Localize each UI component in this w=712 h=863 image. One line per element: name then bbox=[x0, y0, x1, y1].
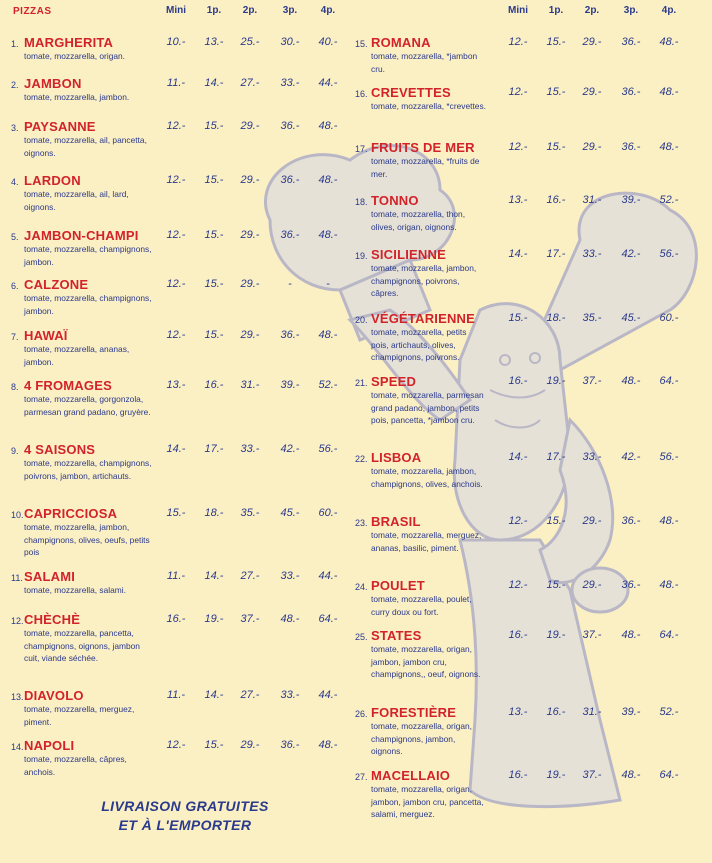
pizza-number: 19. bbox=[355, 251, 368, 261]
price-3p: 39.- bbox=[621, 706, 641, 718]
price-1p: 18.- bbox=[204, 507, 224, 519]
price-4p: 64.- bbox=[318, 613, 338, 625]
pizza-name: BRASIL bbox=[371, 514, 421, 529]
price-3p: 45.- bbox=[621, 312, 641, 324]
price-1p: 19.- bbox=[546, 769, 566, 781]
pizza-number: 20. bbox=[355, 315, 368, 325]
pizza-name: LISBOA bbox=[371, 450, 422, 465]
price-mini: 12.- bbox=[166, 174, 186, 186]
price-1p: 15.- bbox=[204, 739, 224, 751]
price-3p: 39.- bbox=[621, 194, 641, 206]
pizza-name: SICILIENNE bbox=[371, 247, 446, 262]
price-2p: 37.- bbox=[582, 769, 602, 781]
price-mini: 12.- bbox=[166, 329, 186, 341]
price-2p: 29.- bbox=[240, 739, 260, 751]
price-4p: 48.- bbox=[659, 86, 679, 98]
price-2p: 29.- bbox=[582, 579, 602, 591]
pizza-ingredients: tomate, mozzarella, origan, champignons, jambon, oignons. bbox=[371, 721, 473, 756]
price-4p: 52.- bbox=[659, 706, 679, 718]
pizza-name: NAPOLI bbox=[24, 738, 75, 753]
pizza-ingredients: tomate, mozzarella, thon, olives, origan, oignons. bbox=[371, 209, 466, 232]
price-2p: 33.- bbox=[582, 248, 602, 260]
price-mini: 14.- bbox=[508, 248, 528, 260]
pizza-name: FRUITS DE MER bbox=[371, 140, 475, 155]
price-mini: 12.- bbox=[508, 36, 528, 48]
pizza-number: 12. bbox=[11, 616, 24, 626]
price-4p: 48.- bbox=[318, 329, 338, 341]
price-mini: 15.- bbox=[508, 312, 528, 324]
price-2p: 27.- bbox=[240, 77, 260, 89]
pizza-name: MARGHERITA bbox=[24, 35, 114, 50]
size-header-3p: 3p. bbox=[282, 5, 298, 16]
pizza-number: 23. bbox=[355, 518, 368, 528]
price-mini: 12.- bbox=[508, 515, 528, 527]
price-1p: 15.- bbox=[204, 229, 224, 241]
pizza-number: 7. bbox=[11, 332, 19, 342]
price-2p: 37.- bbox=[582, 629, 602, 641]
price-mini: 13.- bbox=[508, 706, 528, 718]
pizza-name: VÉGÉTARIENNE bbox=[371, 311, 476, 326]
price-2p: 27.- bbox=[240, 689, 260, 701]
pizza-name: HAWAÏ bbox=[24, 328, 68, 343]
pizza-ingredients: tomate, mozzarella, ail, pancetta, oignons. bbox=[24, 135, 147, 158]
pizza-name: CALZONE bbox=[24, 277, 89, 292]
pizza-number: 24. bbox=[355, 582, 368, 592]
price-mini: 16.- bbox=[166, 613, 186, 625]
delivery-line-1: LIVRAISON GRATUITES bbox=[101, 798, 269, 814]
price-3p: 36.- bbox=[621, 579, 641, 591]
price-4p: 40.- bbox=[318, 36, 338, 48]
price-4p: 60.- bbox=[659, 312, 679, 324]
price-4p: 52.- bbox=[318, 379, 338, 391]
price-4p: 52.- bbox=[659, 194, 679, 206]
price-3p: 36.- bbox=[621, 141, 641, 153]
pizza-ingredients: tomate, mozzarella, petits pois, artichauts, olives, champignons, poivrons. bbox=[371, 327, 467, 362]
pizza-ingredients: tomate, mozzarella, gorgonzola, parmesan grand padano, gruyère. bbox=[24, 394, 151, 417]
price-1p: 15.- bbox=[546, 36, 566, 48]
delivery-note bbox=[95, 797, 275, 835]
price-1p: 16.- bbox=[546, 706, 566, 718]
price-mini: 15.- bbox=[166, 507, 186, 519]
price-1p: 19.- bbox=[546, 375, 566, 387]
price-4p: 44.- bbox=[318, 689, 338, 701]
price-4p: 56.- bbox=[318, 443, 338, 455]
pizza-ingredients: tomate, mozzarella, ail, lard, oignons. bbox=[24, 189, 129, 212]
price-1p: 16.- bbox=[546, 194, 566, 206]
price-mini: 12.- bbox=[508, 579, 528, 591]
price-3p: 42.- bbox=[621, 248, 641, 260]
price-4p: 48.- bbox=[318, 229, 338, 241]
price-mini: 13.- bbox=[508, 194, 528, 206]
price-2p: 29.- bbox=[240, 174, 260, 186]
pizza-number: 21. bbox=[355, 378, 368, 388]
size-header-mini: Mini bbox=[508, 5, 528, 16]
pizza-number: 18. bbox=[355, 197, 368, 207]
pizza-ingredients: tomate, mozzarella, ananas, jambon. bbox=[24, 344, 130, 367]
price-3p: 36.- bbox=[280, 229, 300, 241]
pizza-ingredients: tomate, mozzarella, *fruits de mer. bbox=[371, 156, 480, 179]
price-2p: 29.- bbox=[582, 36, 602, 48]
pizza-ingredients: tomate, mozzarella, merguez, ananas, basilic, piment. bbox=[371, 530, 482, 553]
price-2p: 29.- bbox=[240, 120, 260, 132]
price-1p: 17.- bbox=[204, 443, 224, 455]
size-header-2p: 2p. bbox=[584, 5, 600, 16]
price-1p: 17.- bbox=[546, 451, 566, 463]
price-4p: - bbox=[326, 278, 330, 290]
pizza-ingredients: tomate, mozzarella, champignons, jambon. bbox=[24, 244, 152, 267]
price-4p: 60.- bbox=[318, 507, 338, 519]
price-4p: 56.- bbox=[659, 451, 679, 463]
price-1p: 19.- bbox=[204, 613, 224, 625]
price-1p: 16.- bbox=[204, 379, 224, 391]
pizza-name: ROMANA bbox=[371, 35, 431, 50]
size-header-4p: 4p. bbox=[320, 5, 336, 16]
pizza-name: 4 FROMAGES bbox=[24, 378, 112, 393]
price-mini: 13.- bbox=[166, 379, 186, 391]
price-2p: 29.- bbox=[582, 141, 602, 153]
price-3p: 48.- bbox=[621, 375, 641, 387]
pizza-number: 25. bbox=[355, 632, 368, 642]
price-3p: 30.- bbox=[280, 36, 300, 48]
pizza-ingredients: tomate, mozzarella, *crevettes. bbox=[371, 101, 486, 111]
price-2p: 29.- bbox=[582, 515, 602, 527]
pizza-number: 8. bbox=[11, 382, 19, 392]
price-mini: 11.- bbox=[166, 689, 186, 701]
menu-title: PIZZAS bbox=[13, 6, 52, 17]
pizza-name: DIAVOLO bbox=[24, 688, 84, 703]
price-1p: 18.- bbox=[546, 312, 566, 324]
pizza-name: TONNO bbox=[371, 193, 419, 208]
price-mini: 12.- bbox=[166, 120, 186, 132]
price-1p: 19.- bbox=[546, 629, 566, 641]
price-1p: 14.- bbox=[204, 689, 224, 701]
price-4p: 44.- bbox=[318, 570, 338, 582]
price-2p: 29.- bbox=[582, 86, 602, 98]
pizza-number: 22. bbox=[355, 454, 368, 464]
price-2p: 31.- bbox=[582, 706, 602, 718]
price-1p: 15.- bbox=[546, 515, 566, 527]
pizza-ingredients: tomate, mozzarella, origan, jambon, jambon cru, champignons,, oeuf, oignons. bbox=[371, 644, 481, 679]
size-header-3p: 3p. bbox=[623, 5, 639, 16]
price-3p: 42.- bbox=[280, 443, 300, 455]
size-header-2p: 2p. bbox=[242, 5, 258, 16]
price-1p: 14.- bbox=[204, 77, 224, 89]
price-4p: 64.- bbox=[659, 375, 679, 387]
price-4p: 64.- bbox=[659, 629, 679, 641]
price-4p: 48.- bbox=[659, 36, 679, 48]
price-3p: 33.- bbox=[280, 570, 300, 582]
price-1p: 15.- bbox=[204, 278, 224, 290]
price-3p: 36.- bbox=[621, 86, 641, 98]
price-2p: 29.- bbox=[240, 329, 260, 341]
pizza-number: 14. bbox=[11, 742, 24, 752]
pizza-number: 13. bbox=[11, 692, 24, 702]
price-2p: 33.- bbox=[240, 443, 260, 455]
pizza-name: PAYSANNE bbox=[24, 119, 96, 134]
price-3p: 36.- bbox=[280, 174, 300, 186]
price-mini: 14.- bbox=[508, 451, 528, 463]
price-4p: 48.- bbox=[659, 515, 679, 527]
price-mini: 16.- bbox=[508, 375, 528, 387]
price-2p: 27.- bbox=[240, 570, 260, 582]
price-mini: 16.- bbox=[508, 629, 528, 641]
pizza-ingredients: tomate, mozzarella, poulet, curry doux ou fort. bbox=[371, 594, 472, 617]
pizza-ingredients: tomate, mozzarella, jambon, champignons, olives, anchois. bbox=[371, 466, 483, 489]
pizza-number: 4. bbox=[11, 177, 19, 187]
pizza-ingredients: tomate, mozzarella, origan, jambon, jambon cru, pancetta, salami, merguez. bbox=[371, 784, 484, 819]
price-mini: 12.- bbox=[508, 141, 528, 153]
price-3p: 36.- bbox=[621, 36, 641, 48]
price-3p: 48.- bbox=[280, 613, 300, 625]
pizza-name: CHÈCHÈ bbox=[24, 612, 81, 627]
pizza-number: 2. bbox=[11, 80, 19, 90]
header-right bbox=[355, 5, 712, 21]
price-3p: 48.- bbox=[621, 769, 641, 781]
price-1p: 15.- bbox=[204, 329, 224, 341]
price-3p: - bbox=[288, 278, 292, 290]
pizza-ingredients: tomate, mozzarella, origan. bbox=[24, 51, 126, 61]
price-1p: 14.- bbox=[204, 570, 224, 582]
price-4p: 44.- bbox=[318, 77, 338, 89]
header-left bbox=[0, 5, 350, 21]
price-2p: 25.- bbox=[240, 36, 260, 48]
price-3p: 33.- bbox=[280, 689, 300, 701]
size-header-1p: 1p. bbox=[548, 5, 564, 16]
pizza-number: 9. bbox=[11, 446, 19, 456]
size-header-4p: 4p. bbox=[661, 5, 677, 16]
pizza-name: MACELLAIO bbox=[371, 768, 451, 783]
pizza-number: 11. bbox=[11, 573, 23, 583]
pizza-name: SALAMI bbox=[24, 569, 76, 584]
pizza-number: 27. bbox=[355, 772, 368, 782]
pizza-name: SPEED bbox=[371, 374, 417, 389]
price-mini: 12.- bbox=[508, 86, 528, 98]
price-3p: 36.- bbox=[280, 329, 300, 341]
price-3p: 33.- bbox=[280, 77, 300, 89]
price-2p: 37.- bbox=[240, 613, 260, 625]
pizza-name: CAPRICCIOSA bbox=[24, 506, 118, 521]
size-header-1p: 1p. bbox=[206, 5, 222, 16]
pizza-number: 17. bbox=[355, 144, 368, 154]
price-2p: 35.- bbox=[240, 507, 260, 519]
price-1p: 17.- bbox=[546, 248, 566, 260]
price-2p: 33.- bbox=[582, 451, 602, 463]
pizza-ingredients: tomate, mozzarella, champignons, jambon. bbox=[24, 293, 152, 316]
price-3p: 39.- bbox=[280, 379, 300, 391]
pizza-number: 1. bbox=[11, 39, 19, 49]
price-2p: 29.- bbox=[240, 278, 260, 290]
delivery-line-2: ET À L'EMPORTER bbox=[118, 817, 252, 833]
pizza-number: 6. bbox=[11, 281, 19, 291]
price-mini: 12.- bbox=[166, 739, 186, 751]
pizza-ingredients: tomate, mozzarella, parmesan grand padano, jambon, petits pois, pancetta, *jambon cru. bbox=[371, 390, 484, 425]
price-1p: 15.- bbox=[546, 579, 566, 591]
pizza-number: 3. bbox=[11, 123, 19, 133]
pizza-name: STATES bbox=[371, 628, 422, 643]
price-mini: 12.- bbox=[166, 229, 186, 241]
pizza-ingredients: tomate, mozzarella, jambon. bbox=[24, 92, 130, 102]
price-2p: 31.- bbox=[582, 194, 602, 206]
pizza-ingredients: tomate, mozzarella, câpres, anchois. bbox=[24, 754, 127, 777]
price-mini: 11.- bbox=[166, 77, 186, 89]
price-4p: 48.- bbox=[318, 739, 338, 751]
price-1p: 15.- bbox=[204, 174, 224, 186]
pizza-name: 4 SAISONS bbox=[24, 442, 96, 457]
price-3p: 42.- bbox=[621, 451, 641, 463]
price-4p: 56.- bbox=[659, 248, 679, 260]
pizza-number: 10. bbox=[11, 510, 24, 520]
price-mini: 16.- bbox=[508, 769, 528, 781]
pizza-ingredients: tomate, mozzarella, jambon, champignons, poivrons, câpres. bbox=[371, 263, 477, 298]
price-1p: 15.- bbox=[546, 141, 566, 153]
price-2p: 31.- bbox=[240, 379, 260, 391]
pizza-name: JAMBON bbox=[24, 76, 82, 91]
pizza-number: 5. bbox=[11, 232, 19, 242]
pizza-number: 15. bbox=[355, 39, 368, 49]
price-4p: 48.- bbox=[318, 174, 338, 186]
price-mini: 12.- bbox=[166, 278, 186, 290]
price-3p: 36.- bbox=[280, 120, 300, 132]
pizza-name: FORESTIÈRE bbox=[371, 705, 457, 720]
price-4p: 48.- bbox=[318, 120, 338, 132]
pizza-ingredients: tomate, mozzarella, pancetta, champignons, oignons, jambon cuit, viande séchée. bbox=[24, 628, 140, 663]
price-3p: 36.- bbox=[280, 739, 300, 751]
pizza-ingredients: tomate, mozzarella, salami. bbox=[24, 585, 126, 595]
price-mini: 10.- bbox=[166, 36, 186, 48]
price-mini: 11.- bbox=[166, 570, 186, 582]
pizza-number: 16. bbox=[355, 89, 368, 99]
price-3p: 45.- bbox=[280, 507, 300, 519]
pizza-ingredients: tomate, mozzarella, merguez, piment. bbox=[24, 704, 135, 727]
price-3p: 48.- bbox=[621, 629, 641, 641]
price-4p: 48.- bbox=[659, 579, 679, 591]
pizza-name: CREVETTES bbox=[371, 85, 451, 100]
price-3p: 36.- bbox=[621, 515, 641, 527]
price-mini: 14.- bbox=[166, 443, 186, 455]
pizza-ingredients: tomate, mozzarella, jambon, champignons, olives, oeufs, petits pois bbox=[24, 522, 150, 557]
size-header-mini: Mini bbox=[166, 5, 186, 16]
price-2p: 29.- bbox=[240, 229, 260, 241]
price-4p: 64.- bbox=[659, 769, 679, 781]
price-1p: 15.- bbox=[204, 120, 224, 132]
price-1p: 13.- bbox=[204, 36, 224, 48]
price-2p: 35.- bbox=[582, 312, 602, 324]
pizza-name: POULET bbox=[371, 578, 425, 593]
pizza-name: LARDON bbox=[24, 173, 81, 188]
pizza-name: JAMBON-CHAMPI bbox=[24, 228, 139, 243]
price-4p: 48.- bbox=[659, 141, 679, 153]
pizza-number: 26. bbox=[355, 709, 368, 719]
price-2p: 37.- bbox=[582, 375, 602, 387]
pizza-ingredients: tomate, mozzarella, *jambon cru. bbox=[371, 51, 478, 74]
price-1p: 15.- bbox=[546, 86, 566, 98]
pizza-ingredients: tomate, mozzarella, champignons, poivrons, jambon, artichauts. bbox=[24, 458, 152, 481]
